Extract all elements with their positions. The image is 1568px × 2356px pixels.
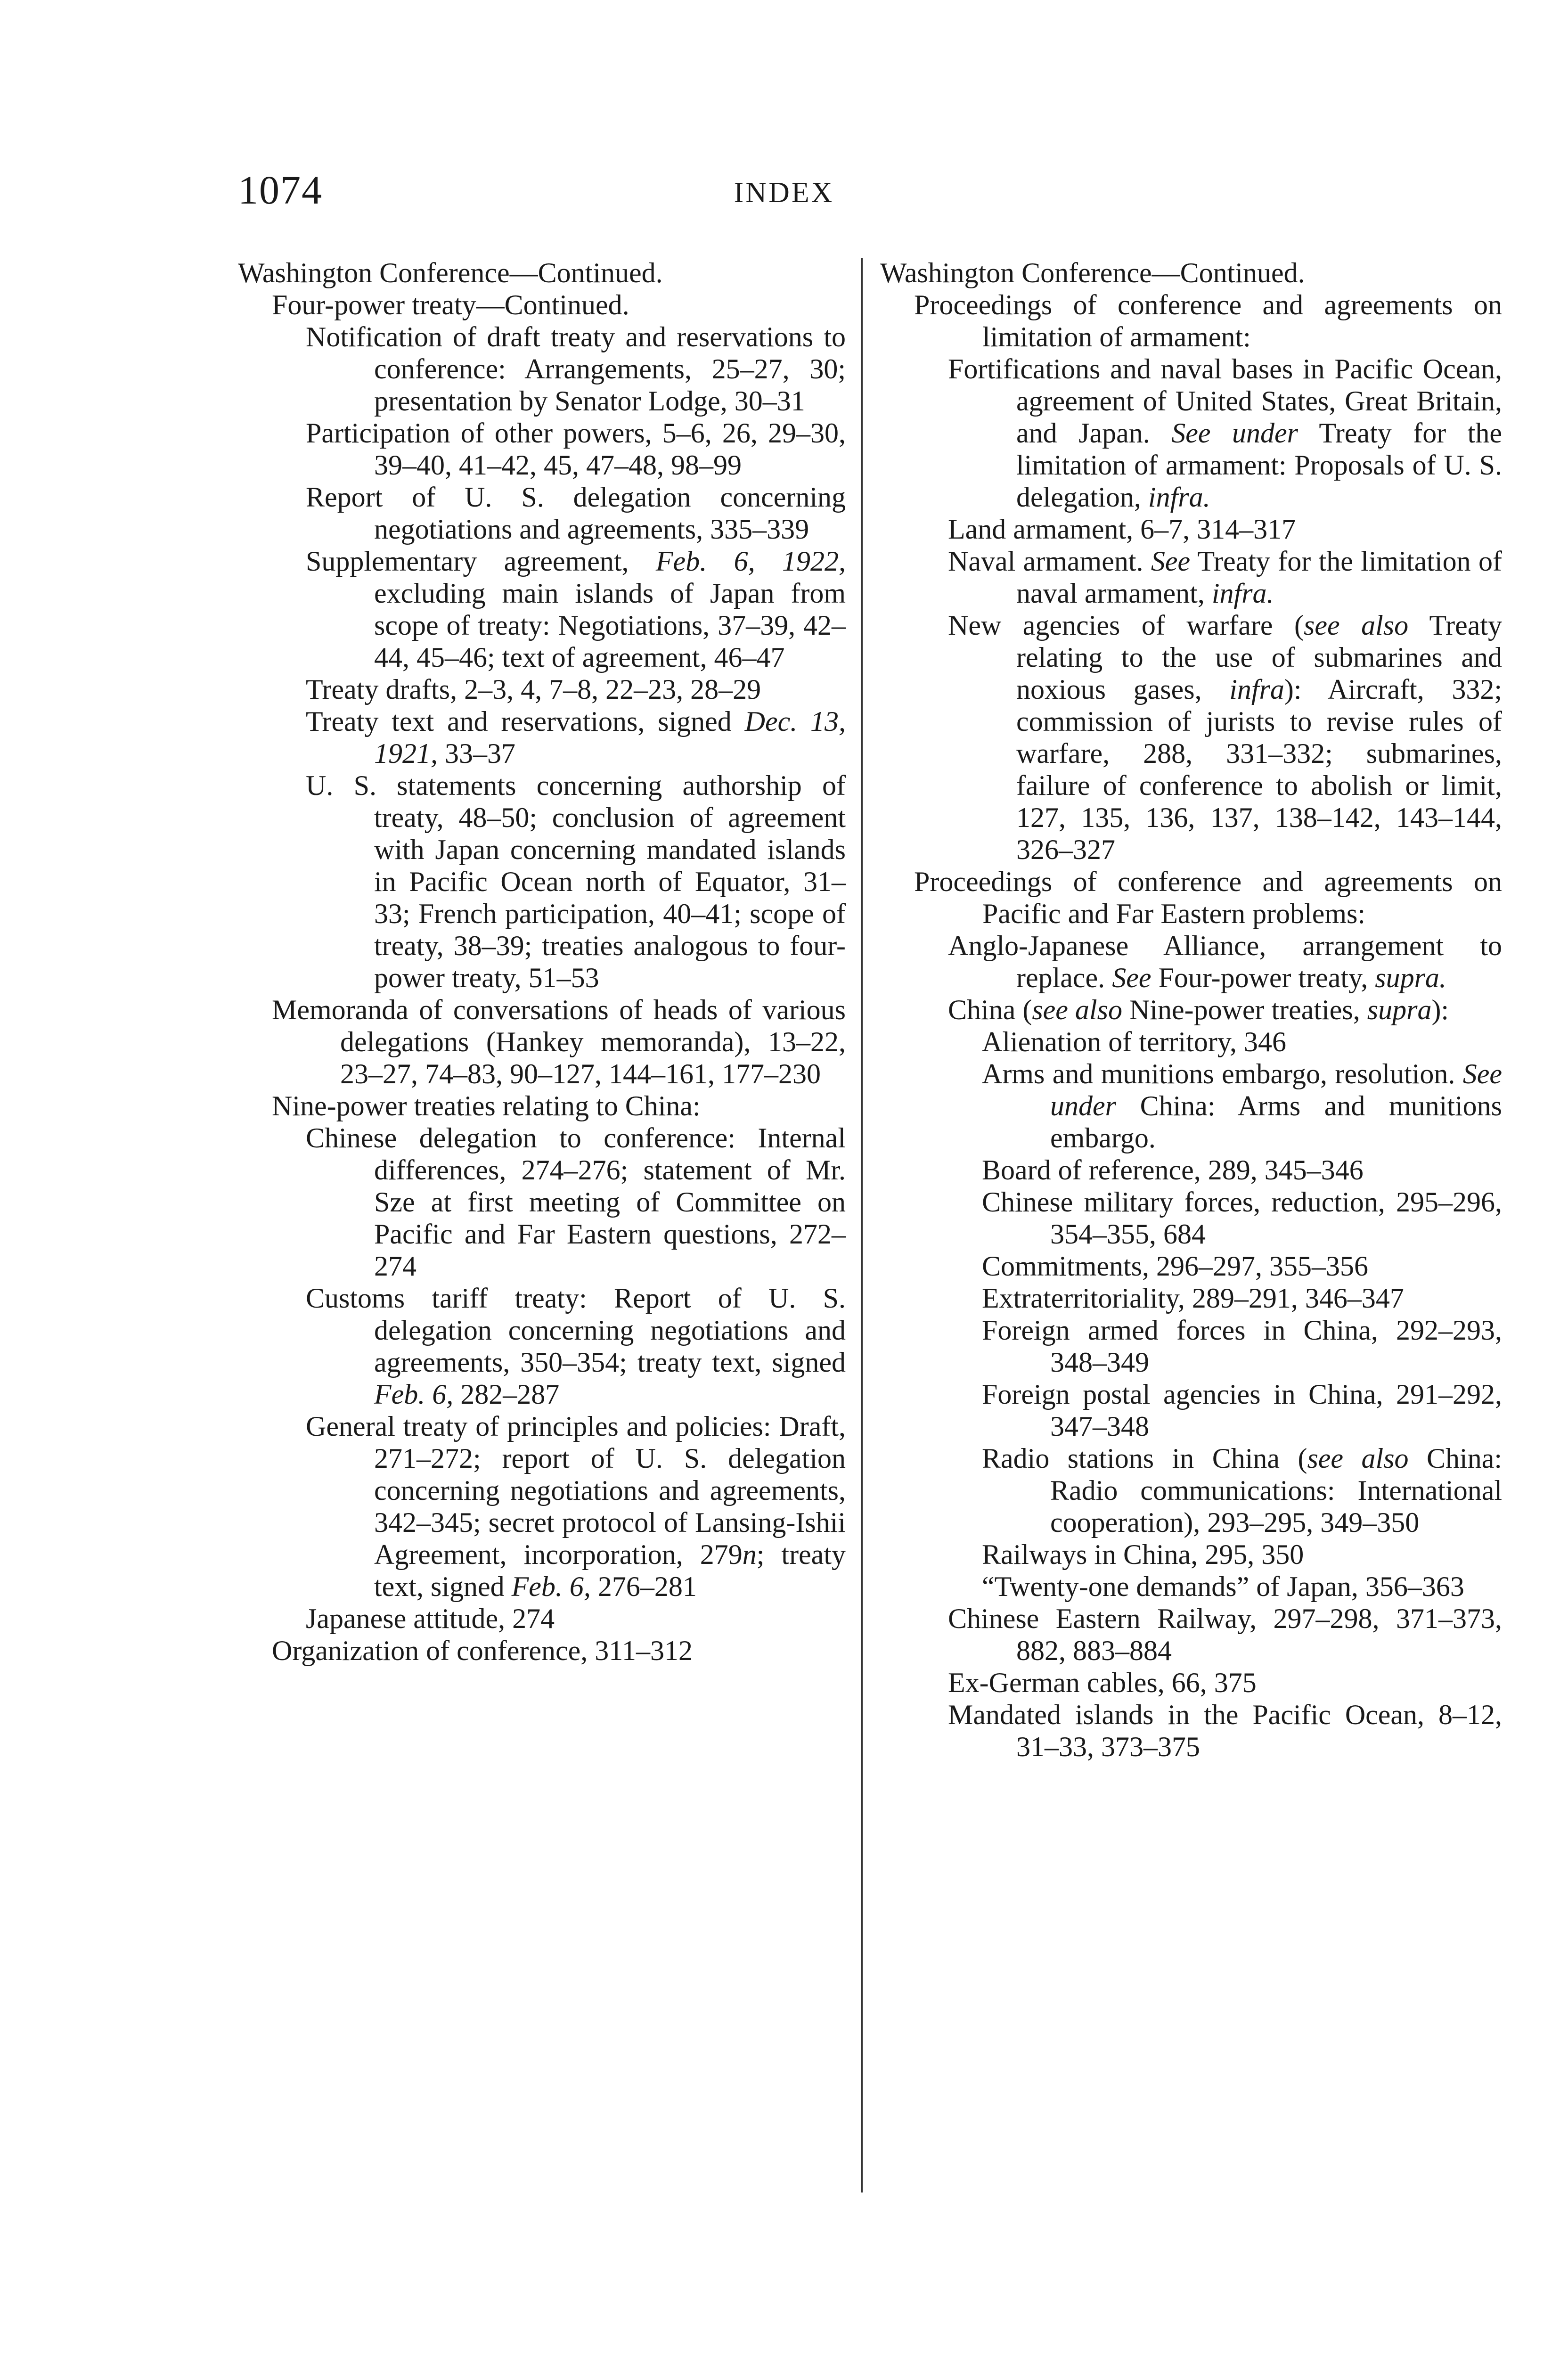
running-head: INDEX (734, 177, 834, 209)
index-entry: Chinese Eastern Railway, 297–298, 371–373, 882, 883–884 (948, 1603, 1502, 1666)
index-entry: U. S. statements concerning authorship of treaty, 48–50; conclusion of agreement with Japan concerning mandated islands in Pacific Ocean north of Equator, 31–33; French participation, 40–41; scope of treaty, 38–39; treaties analogous to four-power treaty, 51–53 (306, 770, 846, 993)
index-entry: Washington Conference—Continued. (880, 257, 1305, 288)
index-entry: Chinese delegation to conference: Internal differences, 274–276; statement of Mr. Sze at first meeting of Committee on Pacific and Far Eastern questions, 272–274 (306, 1122, 846, 1282)
index-entry: Anglo-Japanese Alliance, arrangement to replace. See Four-power treaty, supra. (948, 930, 1502, 993)
index-entry: New agencies of warfare (see also Treaty relating to the use of submarines and noxious gases, infra): Aircraft, 332; commission of jurists to revise rules of warfare, 288, 331–332; submarines, failure of conference to abolish or limit, 127, 135, 136, 137, 138–142, 143–144, 326–327 (948, 610, 1502, 865)
page-number: 1074 (238, 167, 323, 213)
index-entry: Alienation of territory, 346 (982, 1026, 1286, 1057)
index-entry: Nine-power treaties relating to China: (272, 1090, 701, 1121)
index-entry: Proceedings of conference and agreements on Pacific and Far Eastern problems: (914, 866, 1502, 929)
index-entry: Japanese attitude, 274 (306, 1603, 555, 1634)
index-entry: Land armament, 6–7, 314–317 (948, 514, 1296, 545)
index-entry: Notification of draft treaty and reservations to conference: Arrangements, 25–27, 30; presentation by Senator Lodge, 30–31 (306, 321, 846, 417)
index-entry: Participation of other powers, 5–6, 26, 29–30, 39–40, 41–42, 45, 47–48, 98–99 (306, 417, 846, 481)
index-entry: Washington Conference—Continued. (238, 257, 663, 288)
index-entry: Treaty drafts, 2–3, 4, 7–8, 22–23, 28–29 (306, 674, 761, 705)
index-entry: Customs tariff treaty: Report of U. S. delegation concerning negotiations and agreements, 350–354; treaty text, signed Feb. 6, 282–287 (306, 1283, 846, 1410)
index-entry: Commitments, 296–297, 355–356 (982, 1251, 1369, 1282)
index-entry: Naval armament. See Treaty for the limitation of naval armament, infra. (948, 546, 1502, 609)
index-entry: Board of reference, 289, 345–346 (982, 1154, 1364, 1186)
index-entry: Report of U. S. delegation concerning negotiations and agreements, 335–339 (306, 482, 846, 545)
index-entry: Treaty text and reservations, signed Dec. 13, 1921, 33–37 (306, 706, 846, 769)
index-entry: Fortifications and naval bases in Pacific Ocean, agreement of United States, Great Britain, and Japan. See under Treaty for the limitation of armament: Proposals of U. S. delegation, infra. (948, 353, 1502, 513)
index-entry: Ex-German cables, 66, 375 (948, 1667, 1257, 1698)
index-entry: “Twenty-one demands” of Japan, 356–363 (982, 1571, 1464, 1602)
column-divider (861, 258, 863, 2192)
index-column-left (238, 257, 846, 1667)
index-entry: Railways in China, 295, 350 (982, 1539, 1304, 1570)
index-entry: Radio stations in China (see also China: Radio communications: International cooperation), 293–295, 349–350 (982, 1443, 1502, 1538)
index-entry: Supplementary agreement, Feb. 6, 1922, excluding main islands of Japan from scope of treaty: Negotiations, 37–39, 42–44, 45–46; text of agreement, 46–47 (306, 546, 846, 673)
index-column-right (880, 257, 1502, 1763)
index-entry: Proceedings of conference and agreements on limitation of armament: (914, 289, 1502, 352)
index-entry: Mandated islands in the Pacific Ocean, 8–12, 31–33, 373–375 (948, 1699, 1502, 1762)
index-entry: Memoranda of conversations of heads of various delegations (Hankey memoranda), 13–22, 23–27, 74–83, 90–127, 144–161, 177–230 (272, 994, 846, 1089)
index-entry: Four-power treaty—Continued. (272, 289, 629, 320)
index-entry: Extraterritoriality, 289–291, 346–347 (982, 1283, 1404, 1314)
index-entry: Chinese military forces, reduction, 295–296, 354–355, 684 (982, 1186, 1502, 1250)
index-entry: Foreign postal agencies in China, 291–292, 347–348 (982, 1379, 1502, 1442)
index-entry: China (see also Nine-power treaties, supra): (948, 994, 1449, 1025)
index-entry: Arms and munitions embargo, resolution. See under China: Arms and munitions embargo. (982, 1058, 1502, 1153)
index-entry: Foreign armed forces in China, 292–293, 348–349 (982, 1315, 1502, 1378)
index-entry: General treaty of principles and policies: Draft, 271–272; report of U. S. delegation concerning negotiations and agreements, 342–345; secret protocol of Lansing-Ishii Agreement, incorporation, 279n; treaty text, signed Feb. 6, 276–281 (306, 1411, 846, 1602)
index-entry: Organization of conference, 311–312 (272, 1635, 693, 1666)
